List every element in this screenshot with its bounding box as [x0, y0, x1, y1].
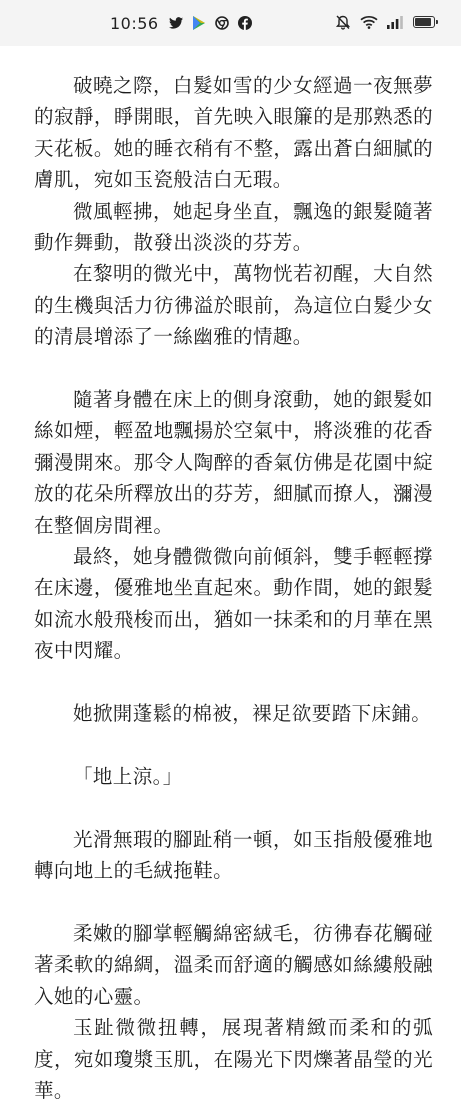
chrome-icon: [215, 16, 229, 30]
paragraph: 破曉之際，白髮如雪的少女經過一夜無夢的寂靜，睜開眼，首先映入眼簾的是那熟悉的天花板。她的睡衣稍有不整，露出蒼白細膩的膚肌，宛如玉瓷般洁白无瑕。: [34, 74, 433, 192]
paragraph: 微風輕拂，她起身坐直，飄逸的銀髮隨著動作舞動，散發出淡淡的芬芳。: [34, 199, 433, 255]
status-time: 10:56: [110, 13, 159, 33]
paragraph-gap: [34, 353, 433, 384]
paragraph: 隨著身體在床上的側身滾動，她的銀髮如絲如煙，輕盈地飄揚於空氣中，將淡雅的花香彌漫開來。那令人陶醉的香氣仿佛是花園中綻放的花朵所釋放出的芬芳，細膩而撩人，瀰漫在整個房間裡。: [34, 388, 433, 537]
signal-icon: [387, 14, 403, 30]
system-icons: [335, 14, 435, 30]
status-bar: [0, 0, 461, 46]
article-body[interactable]: [0, 46, 461, 1102]
silent-icon: [335, 14, 351, 30]
twitter-icon: [169, 16, 183, 30]
paragraph: 她掀開蓬鬆的棉被，裸足欲要踏下床鋪。: [73, 702, 432, 726]
paragraph: 最終，她身體微微向前傾斜，雙手輕輕撐在床邊，優雅地坐直起來。動作間，她的銀髮如流水般飛梭而出，猶如一抹柔和的月華在黑夜中閃耀。: [34, 545, 433, 663]
paragraph: 在黎明的微光中，萬物恍若初醒，大自然的生機與活力彷彿溢於眼前，為這位白髮少女的清晨增添了一絲幽雅的情趣。: [34, 262, 433, 349]
facebook-icon: [238, 16, 252, 30]
notification-icons: [169, 16, 252, 30]
paragraph: 光滑無瑕的腳趾稍一頓，如玉指般優雅地轉向地上的毛絨拖鞋。: [34, 827, 433, 883]
paragraph: 玉趾微微扭轉，展現著精緻而柔和的弧度，宛如瓊漿玉肌，在陽光下閃爍著晶瑩的光華。: [34, 1016, 433, 1102]
wifi-icon: [361, 14, 377, 30]
battery-icon: [413, 16, 435, 28]
paragraph-gap: [34, 667, 433, 698]
battery-level: [415, 18, 431, 26]
paragraph-gap: [34, 792, 433, 823]
paragraph-gap: [34, 887, 433, 918]
play-store-icon: [192, 16, 206, 30]
dialogue-line: 「地上涼。」: [73, 764, 183, 788]
paragraph: 柔嫩的腳掌輕觸綿密絨毛，彷彿春花觸碰著柔軟的綿綢，溫柔而舒適的觸感如絲縷般融入她的心靈。: [34, 921, 433, 1008]
paragraph-gap: [34, 730, 433, 761]
